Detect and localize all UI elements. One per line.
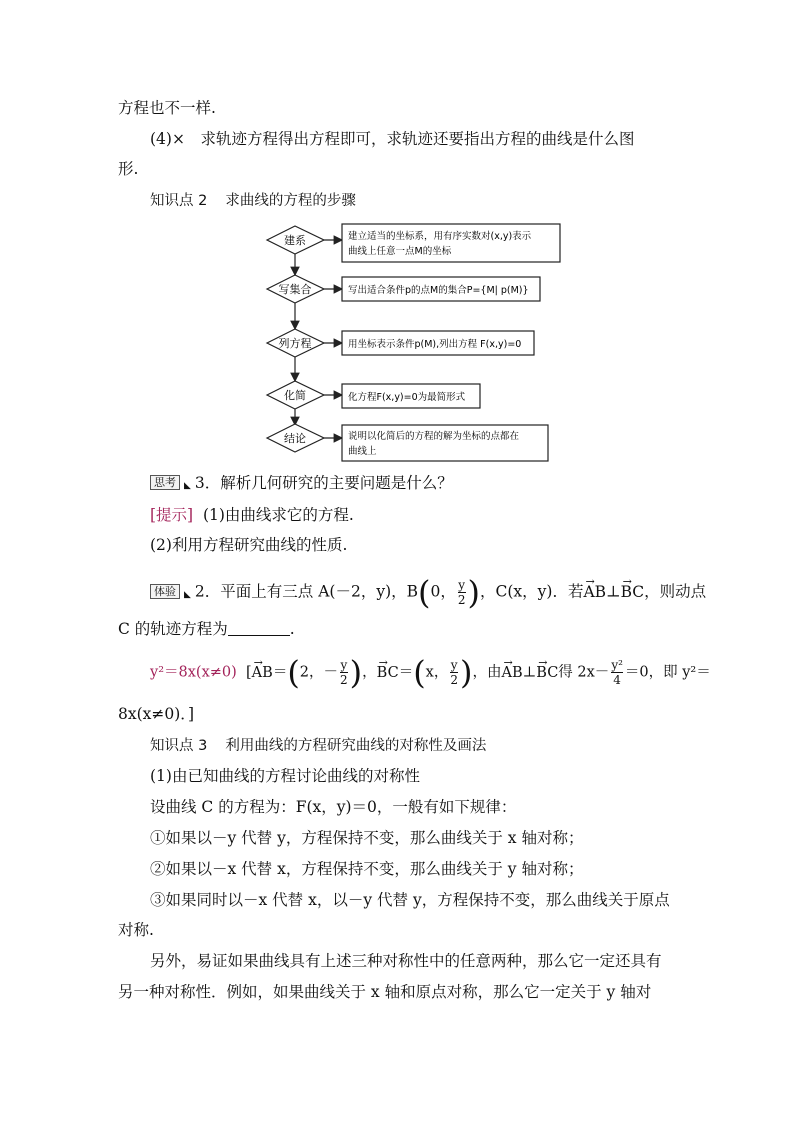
sol-end: ＝0，即 y²＝ (624, 664, 711, 681)
paragraph-continuation: 方程也不一样. (118, 99, 216, 117)
sol-frac-3-num: y² (611, 658, 623, 672)
sol-vector-2: x， (425, 664, 449, 681)
exp-q-part-d: ，则动点 (644, 582, 707, 601)
vector-ab: → AB (583, 582, 606, 602)
experience-question (150, 573, 707, 612)
step-label-1: 建系 (284, 234, 306, 247)
knowledge-point-2-heading (150, 191, 356, 211)
step-label-3: 列方程 (278, 337, 312, 350)
experience-tag: 体验 (150, 584, 180, 599)
step-diamond-4 (267, 381, 324, 409)
sol-bracket: [ (246, 664, 252, 681)
exp-q-part-a: 2．平面上有三点 A(－2，y)，B (194, 582, 419, 601)
symmetry-rule-1: ①如果以－y 代替 y，方程保持不变，那么曲线关于 x 轴对称； (150, 829, 584, 847)
answer-item-4-cont: 形. (118, 160, 139, 178)
sol-derive: 得 2x－ (558, 664, 610, 681)
step-desc-1a: 建立适当的坐标系，用有序实数对(x,y)表示 (348, 231, 532, 242)
sol-vector-bc-2: → BC (536, 663, 558, 683)
exp-q2-end: . (289, 620, 295, 638)
sol-eq-1: ＝ (272, 664, 288, 681)
experience-question-cont (118, 619, 295, 639)
exp-q2-text: C 的轨迹方程为 (118, 620, 228, 638)
step-box-3 (342, 331, 534, 355)
step-box-5 (342, 425, 548, 461)
kp2-number: 知识点 2 (150, 193, 208, 209)
sol-vector-ab: → AB (252, 663, 273, 683)
step-box-1 (342, 224, 560, 262)
paren-left: ( (418, 573, 431, 612)
step-diamond-2 (267, 275, 324, 303)
perp-symbol: ⊥ (606, 582, 621, 601)
symmetry-rule-3-cont: 对称. (118, 921, 154, 939)
hint-text-1: (1)由曲线求它的方程. (202, 506, 354, 524)
think-question (150, 473, 453, 496)
vector-bc: → BC (621, 582, 645, 602)
sol-paren-l2: ( (413, 653, 426, 692)
symmetry-subtitle: (1)由已知曲线的方程讨论曲线的对称性 (150, 767, 420, 785)
answer-text: y²＝8x(x≠0) (150, 664, 237, 681)
sol-frac-2-den: 2 (450, 673, 458, 687)
step-desc-1b: 曲线上任意一点M的坐标 (348, 246, 452, 257)
step-box-4 (342, 384, 480, 408)
sol-mid: ，由 (472, 664, 502, 681)
step-desc-2: 写出适合条件p的点M的集合P={M| p(M)} (348, 285, 529, 296)
corner-icon-2: ◣ (184, 589, 191, 600)
sol-paren-r1: ) (349, 653, 363, 692)
sol-paren-l1: ( (287, 653, 300, 692)
symmetry-rule-2: ②如果以－x 代替 x，方程保持不变，那么曲线关于 y 轴对称； (150, 860, 584, 878)
think-question-text: 3．解析几何研究的主要问题是什么？ (194, 474, 453, 492)
hint-label: [提示] (150, 506, 194, 524)
experience-solution-cont: 8x(x≠0)．] (118, 705, 195, 723)
symmetry-rule-3: ③如果同时以－x 代替 x，以－y 代替 y，方程保持不变，那么曲线关于原点 (150, 891, 670, 909)
flowchart (262, 222, 567, 466)
frac-num: y (458, 578, 466, 592)
think-hint-2: (2)利用方程研究曲线的性质. (150, 536, 348, 554)
sol-vector-bc: → BC (377, 663, 399, 683)
sol-frac-2-num: y (450, 658, 458, 672)
sol-frac-1 (340, 658, 348, 687)
fraction-y-over-2 (458, 578, 466, 607)
step-label-5: 结论 (284, 432, 306, 445)
exp-q-part-b: 0， (430, 582, 456, 601)
knowledge-point-3-heading (150, 736, 486, 756)
exp-q-part-c: ，C(x，y)．若 (480, 582, 584, 601)
step-label-2: 写集合 (278, 283, 312, 296)
kp3-number: 知识点 3 (150, 738, 208, 754)
answer-item-4: (4)× 求轨迹方程得出方程即可，求轨迹还要指出方程的曲线是什么图 (150, 130, 635, 148)
step-diamond-1 (267, 226, 324, 254)
symmetry-note-1: 另外，易证如果曲线具有上述三种对称性中的任意两种，那么它一定还具有 (150, 952, 662, 970)
kp2-title: 求曲线的方程的步骤 (225, 193, 356, 209)
sol-vector-1: 2，－ (299, 664, 339, 681)
sol-eq-2: ＝ (398, 664, 414, 681)
sol-paren-r2: ) (460, 653, 473, 692)
sol-perp: ⊥ (522, 664, 537, 681)
step-diamond-3 (267, 329, 324, 357)
sol-frac-3 (611, 658, 623, 687)
experience-solution: y²＝8x(x≠0) [→ AB＝(2，－ $\frac{y}{2}$ )，→ BC＝(x， $\frac{y}{2}$ )，由→ AB⊥→ BC得 2x－ $\frac{\text{y²}}{4}$ ＝0，即 y²＝ (150, 658, 711, 687)
step-desc-4: 化方程F(x,y)=0为最简形式 (348, 392, 466, 403)
step-diamond-5 (267, 424, 324, 452)
sol-frac-3-den: 4 (613, 673, 621, 687)
corner-icon: ◣ (184, 481, 191, 491)
symmetry-note-2: 另一种对称性．例如，如果曲线关于 x 轴和原点对称，那么它一定关于 y 轴对 (118, 983, 652, 1001)
frac-den: 2 (457, 593, 466, 607)
think-tag: 思考 (150, 475, 180, 490)
think-hint-1 (150, 505, 354, 525)
kp3-title: 利用曲线的方程研究曲线的对称性及画法 (225, 738, 487, 754)
paren-right: ) (467, 573, 480, 612)
symmetry-intro: 设曲线 C 的方程为：F(x，y)＝0，一般有如下规律： (150, 798, 517, 816)
sol-frac-1-den: 2 (340, 673, 348, 687)
step-desc-5a: 说明以化简后的方程的解为坐标的点都在 (348, 431, 520, 442)
step-desc-3: 用坐标表示条件p(M),列出方程 F(x,y)=0 (348, 339, 522, 350)
step-label-4: 化简 (284, 389, 306, 402)
step-box-2 (342, 277, 540, 301)
answer-blank[interactable] (228, 621, 290, 636)
step-desc-5b: 曲线上 (348, 446, 377, 457)
sol-vector-ab-2: → AB (501, 663, 522, 683)
sol-frac-1-num: y (340, 658, 348, 672)
sol-frac-2 (450, 658, 458, 687)
